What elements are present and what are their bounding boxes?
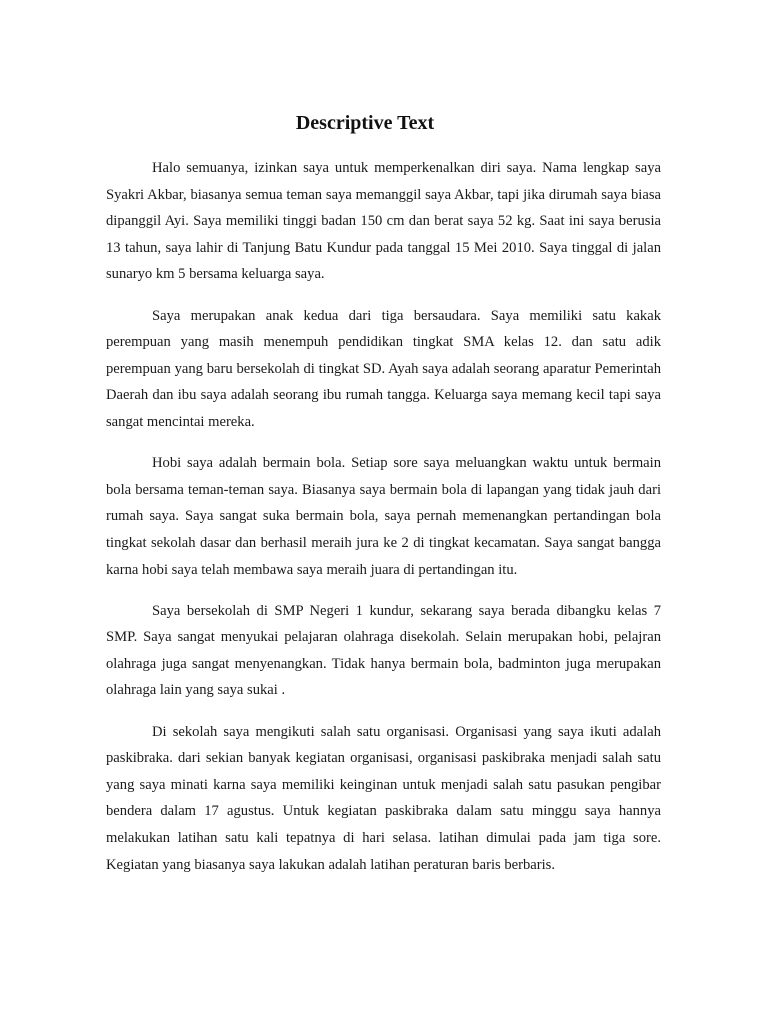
- paragraph-organization: Di sekolah saya mengikuti salah satu organisasi. Organisasi yang saya ikuti adalah paskibraka. dari sekian banyak kegiatan organisasi, organisasi paskibraka menjadi salah satu yang saya minati karna saya memiliki keinginan untuk menjadi salah satu pasukan pengibar bendera dalam 17 agustus. Untuk kegiatan paskibraka dalam satu minggu saya hannya melakukan latihan satu kali tepatnya di hari selasa. latihan dimulai pada jam tiga sore. Kegiatan yang biasanya saya lakukan adalah latihan peraturan baris berbaris.: [106, 723, 661, 873]
- paragraph-school: Saya bersekolah di SMP Negeri 1 kundur, sekarang saya berada dibangku kelas 7 SMP. Saya sangat menyukai pelajaran olahraga disekolah. Selain merupakan hobi, pelajran olahraga juga sangat menyenangkan. Tidak hanya bermain bola, badminton juga merupakan olahraga lain yang saya sukai .: [106, 602, 661, 699]
- paragraph-family: Saya merupakan anak kedua dari tiga bersaudara. Saya memiliki satu kakak perempuan yang masih menempuh pendidikan tingkat SMA kelas 12. dan satu adik perempuan yang baru bersekolah di tingkat SD. Ayah saya adalah seorang aparatur Pemerintah Daerah dan ibu saya adalah seorang ibu rumah tangga. Keluarga saya memang kecil tapi saya sangat mencintai mereka.: [106, 307, 661, 430]
- page-title: Descriptive Text: [295, 112, 435, 134]
- document-body: [106, 155, 661, 893]
- paragraph-introduction: Halo semuanya, izinkan saya untuk memperkenalkan diri saya. Nama lengkap saya Syakri Akbar, biasanya semua teman saya memanggil saya Akbar, tapi jika dirumah saya biasa dipanggil Ayi. Saya memiliki tinggi badan 150 cm dan berat saya 52 kg. Saat ini saya berusia 13 tahun, saya lahir di Tanjung Batu Kundur pada tanggal 15 Mei 2010. Saya tinggal di jalan sunaryo km 5 bersama keluarga saya.: [106, 160, 661, 283]
- paragraph-hobby: Hobi saya adalah bermain bola. Setiap sore saya meluangkan waktu untuk bermain bola bersama teman-teman saya. Biasanya saya bermain bola di lapangan yang tidak jauh dari rumah saya. Saya sangat suka bermain bola, saya pernah memenangkan pertandingan bola tingkat sekolah dasar dan berhasil meraih jura ke 2 di tingkat kecamatan. Saya sangat bangga karna hobi saya telah membawa saya meraih juara di pertandingan itu.: [106, 455, 661, 578]
